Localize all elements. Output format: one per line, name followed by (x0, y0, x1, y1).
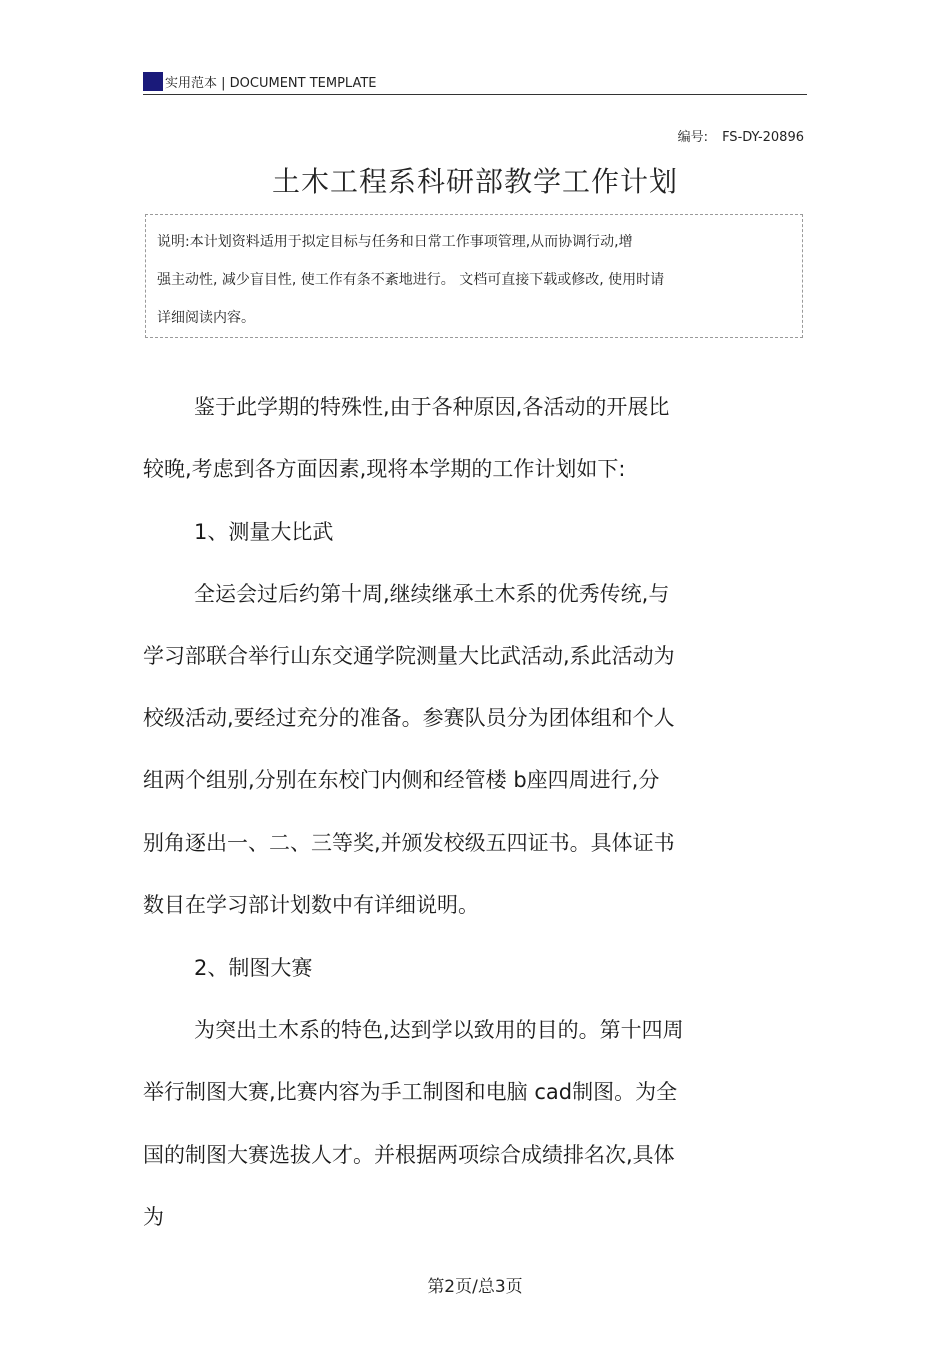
paragraph-line: 别角逐出一、二、三等奖,并颁发校级五四证书。具体证书 (143, 831, 675, 855)
doc-number-label: 编号: (677, 130, 709, 145)
doc-number-value: FS-DY-20896 (722, 130, 804, 145)
paragraph-line: 为 (143, 1205, 164, 1229)
paragraph-line: 组两个组别,分别在东校门内侧和经管楼 b座四周进行,分 (143, 768, 660, 792)
paragraph-line: 数目在学习部计划数中有详细说明。 (143, 893, 479, 917)
note-line: 强主动性, 减少盲目性, 使工作有条不紊地进行。 文档可直接下载或修改, 使用时请 (157, 272, 665, 288)
paragraph-line: 全运会过后约第十周,继续继承土木系的优秀传统,与 (194, 582, 670, 606)
page-indicator: 第2页/总3页 (427, 1277, 523, 1297)
page-title: 土木工程系科研部教学工作计划 (271, 165, 678, 198)
paragraph-line: 校级活动,要经过充分的准备。参赛队员分为团体组和个人 (143, 706, 675, 730)
paragraph-line: 举行制图大赛,比赛内容为手工制图和电脑 cad制图。为全 (143, 1080, 678, 1104)
description-box (145, 214, 803, 338)
note-line: 说明:本计划资料适用于拟定目标与任务和日常工作事项管理,从而协调行动,增 (157, 234, 633, 250)
paragraph-line: 国的制图大赛选拔人才。并根据两项综合成绩排名次,具体 (143, 1143, 675, 1167)
header-text: 实用范本 | DOCUMENT TEMPLATE (165, 76, 377, 91)
paragraph-line: 鉴于此学期的特殊性,由于各种原因,各活动的开展比 (194, 395, 670, 419)
paragraph-line: 为突出土木系的特色,达到学以致用的目的。第十四周 (194, 1018, 684, 1042)
section-heading: 1、测量大比武 (194, 520, 334, 544)
note-line: 详细阅读内容。 (157, 310, 255, 326)
paragraph-line: 学习部联合举行山东交通学院测量大比武活动,系此活动为 (143, 644, 675, 668)
section-heading: 2、制图大赛 (194, 956, 313, 980)
template-logo-icon (143, 72, 163, 91)
document-number (678, 126, 804, 145)
paragraph-line: 较晚,考虑到各方面因素,现将本学期的工作计划如下: (143, 457, 626, 481)
page-header (143, 68, 807, 95)
